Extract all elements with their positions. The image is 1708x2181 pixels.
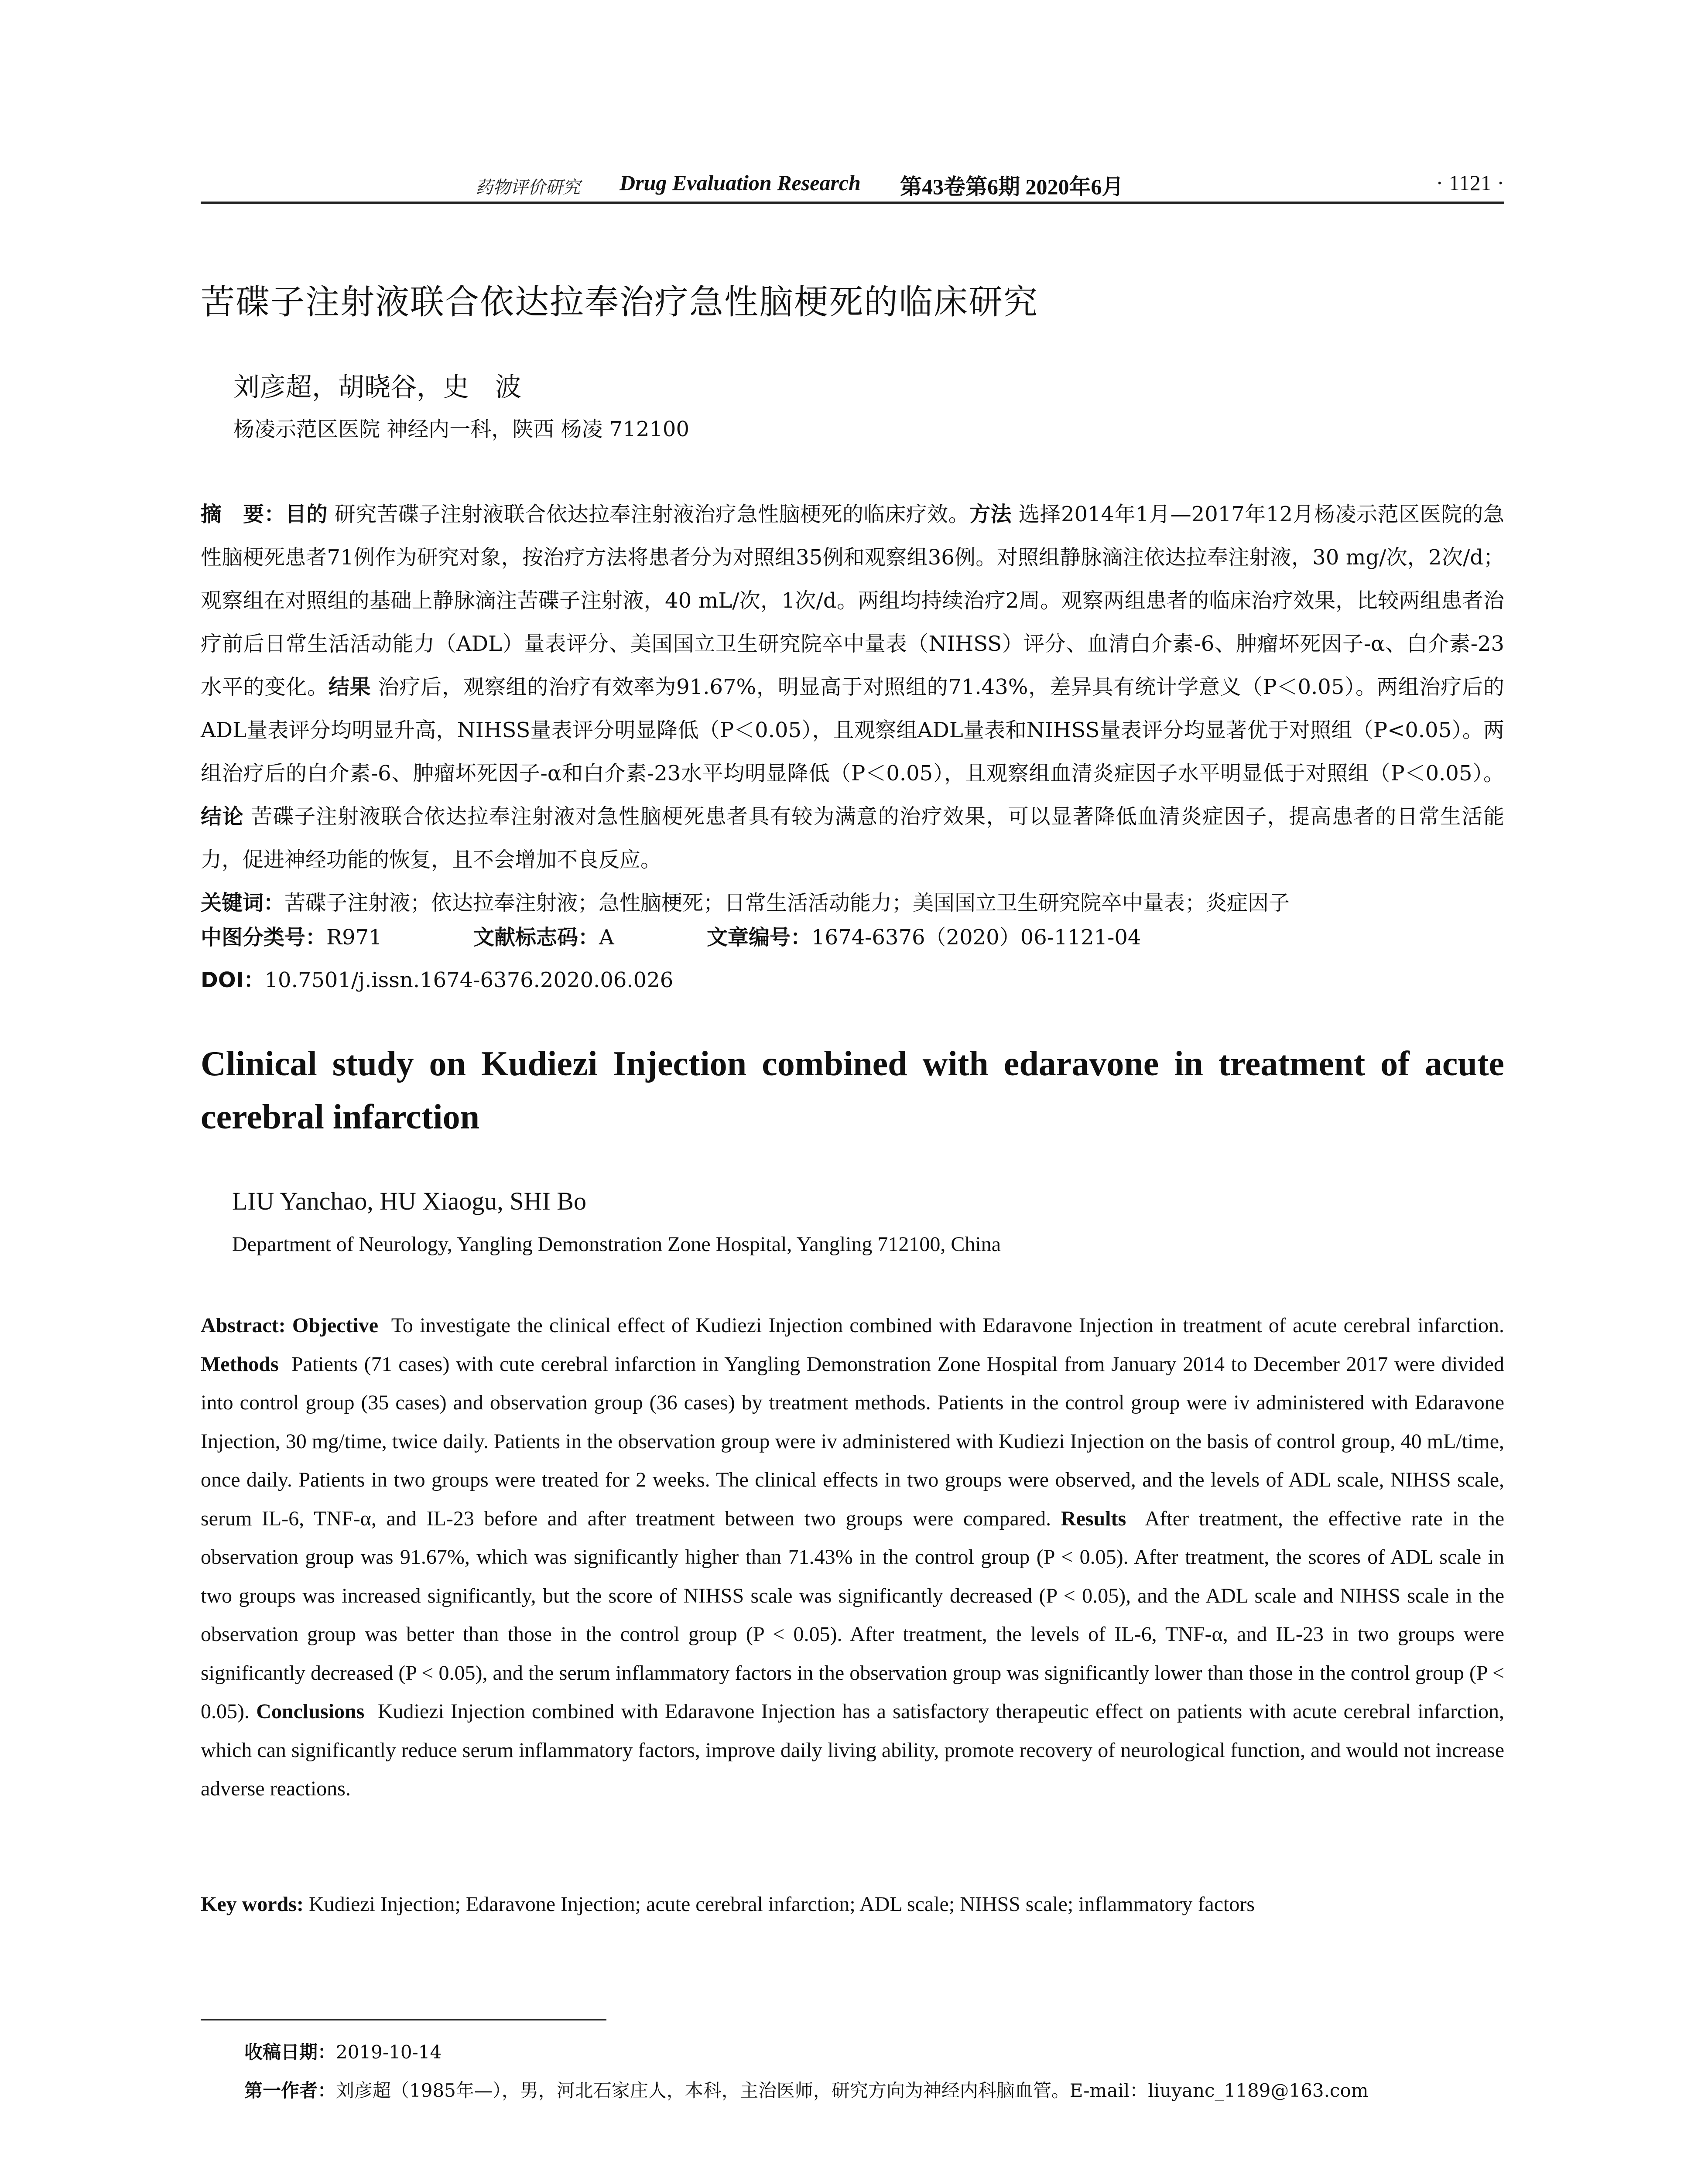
footnote-first-author: 第一作者：刘彦超（1985年—），男，河北石家庄人，本科，主治医师，研究方向为神经内科脑血管。E-mail：liuyanc_1189@163.com [244,2080,1369,2101]
keywords-english [201,1892,1255,1916]
results-text-en: After treatment, the effective rate in the observation group was 91.67%, which was significantly higher than 71.43% in the control group (P < 0.05). After treatment, the scores of ADL scale in two groups was increased significantly, but the score of NIHSS scale was significantly decreased (P < 0.05), and the ADL scale and NIHSS scale in the observation group was better than those in the control group (P < 0.05). After treatment, the levels of IL-6, TNF-α, and IL-23 in two groups were significantly decreased (P < 0.05), and the serum inflammatory factors in the observation group was significantly lower than those in the control group (P < 0.05). [201,1507,1505,1723]
abstract-label-cn: 摘 要： [201,502,286,526]
title-english: Clinical study on Kudiezi Injection combined with edaravone in treatment of acute cerebral infarction [201,1045,1504,1136]
objective-label-cn: 目的 [285,502,328,526]
classification-row [201,920,1504,950]
results-label-en: Results [1061,1507,1126,1530]
affiliation-english: Department of Neurology, Yangling Demonstration Zone Hospital, Yangling 712100, China [232,1233,1001,1256]
objective-text-en: To investigate the clinical effect of Kudiezi Injection combined with Edaravone Injection in treatment of acute cerebral infarction. [391,1314,1505,1337]
issue-info: 第43卷第6期 2020年6月 [900,174,1124,199]
footnote-received: 收稿日期：2019-10-14 [244,2041,442,2063]
objective-text-cn: 研究苦碟子注射液联合依达拉奉注射液治疗急性脑梗死的临床疗效。 [334,502,970,526]
keywords-text-en: Kudiezi Injection; Edaravone Injection; acute cerebral infarction; ADL scale; NIHSS scale; inflammatory factors [308,1893,1255,1916]
running-header [201,169,1504,200]
doi-label: DOI： [201,968,265,992]
header-rule [201,202,1504,204]
keywords-label-cn: 关键词： [201,891,285,915]
conclusion-label-cn: 结论 [201,804,244,829]
affiliation-chinese: 杨凌示范区医院 神经内一科，陕西 杨凌 712100 [233,417,690,441]
results-label-cn: 结果 [328,675,371,699]
conclusion-text-cn: 苦碟子注射液联合依达拉奉注射液对急性脑梗死患者具有较为满意的治疗效果，可以显著降低血清炎症因子，提高患者的日常生活能力，促进神经功能的恢复，且不会增加不良反应。 [201,804,1504,872]
abstract-label-en: Abstract: [201,1314,286,1337]
document-code: 文献标志码：A [473,925,614,950]
journal-name: Drug Evaluation Research [620,171,861,195]
title-chinese: 苦碟子注射液联合依达拉奉治疗急性脑梗死的临床研究 [201,283,1039,322]
article-number: 文章编号：1674-6376（2020）06-1121-04 [707,925,1141,950]
page-number: · 1121 · [1436,171,1504,195]
conclusions-text-en: Kudiezi Injection combined with Edaravone Injection has a satisfactory therapeutic effect on patients with acute cerebral infarction, which can significantly reduce serum inflammatory factors, improve daily living ability, promote recovery of neurological function, and would not increase adverse reactions. [201,1700,1505,1800]
methods-label-cn: 方法 [969,502,1012,526]
clc-code: 中图分类号：R971 [201,925,382,950]
objective-label-en: Objective [292,1314,379,1337]
methods-label-en: Methods [201,1352,279,1376]
abstract-english [201,1306,1504,1808]
journal-logo-text: 药物评价研究 [476,178,580,198]
keywords-text-cn: 苦碟子注射液；依达拉奉注射液；急性脑梗死；日常生活活动能力；美国国立卫生研究院卒中量表；炎症因子 [284,891,1290,915]
conclusions-label-en: Conclusions [256,1700,365,1723]
doi-row [201,963,673,993]
methods-text-cn: 选择2014年1月—2017年12月杨凌示范区医院的急性脑梗死患者71例作为研究对象，按治疗方法将患者分为对照组35例和观察组36例。对照组静脉滴注依达拉奉注射液，30 mg/次，2次/d；观察组在对照组的基础上静脉滴注苦碟子注射液，40 mL/次，1次/d。两组均持续治疗2周。观察两组患者的临床治疗效果，比较两组患者治疗前后日常生活活动能力（ADL）量表评分、美国国立卫生研究院卒中量表（NIHSS）评分、血清白介素-6、肿瘤坏死因子-α、白介素-23水平的变化。 [201,502,1504,699]
abstract-chinese [201,493,1504,925]
footnote-rule [201,2019,606,2020]
keywords-label-en: Key words: [201,1893,304,1916]
methods-text-en: Patients (71 cases) with cute cerebral infarction in Yangling Demonstration Zone Hospital from January 2014 to December 2017 were divided into control group (35 cases) and observation group (36 cases) by treatment methods. Patients in the control group were iv administered with Edaravone Injection, 30 mg/time, twice daily. Patients in the observation group were iv administered with Kudiezi Injection on the basis of control group, 40 mL/time, once daily. Patients in two groups were treated for 2 weeks. The clinical effects in two groups were observed, and the levels of ADL scale, NIHSS scale, serum IL-6, TNF-α, and IL-23 before and after treatment between two groups were compared. [201,1352,1504,1530]
doi-value[interactable]: 10.7501/j.issn.1674-6376.2020.06.026 [264,968,674,992]
authors-chinese: 刘彦超，胡晓谷，史 波 [233,372,521,403]
authors-english: LIU Yanchao, HU Xiaogu, SHI Bo [232,1187,586,1215]
results-text-cn: 治疗后，观察组的治疗有效率为91.67%，明显高于对照组的71.43%，差异具有统计学意义（P＜0.05）。两组治疗后的ADL量表评分均明显升高，NIHSS量表评分明显降低（P＜0.05），且观察组ADL量表和NIHSS量表评分均显著优于对照组（P<0.05）。两组治疗后的白介素-6、肿瘤坏死因子-α和白介素-23水平均明显降低（P＜0.05），且观察组血清炎症因子水平明显低于对照组（P＜0.05）。 [201,675,1504,786]
